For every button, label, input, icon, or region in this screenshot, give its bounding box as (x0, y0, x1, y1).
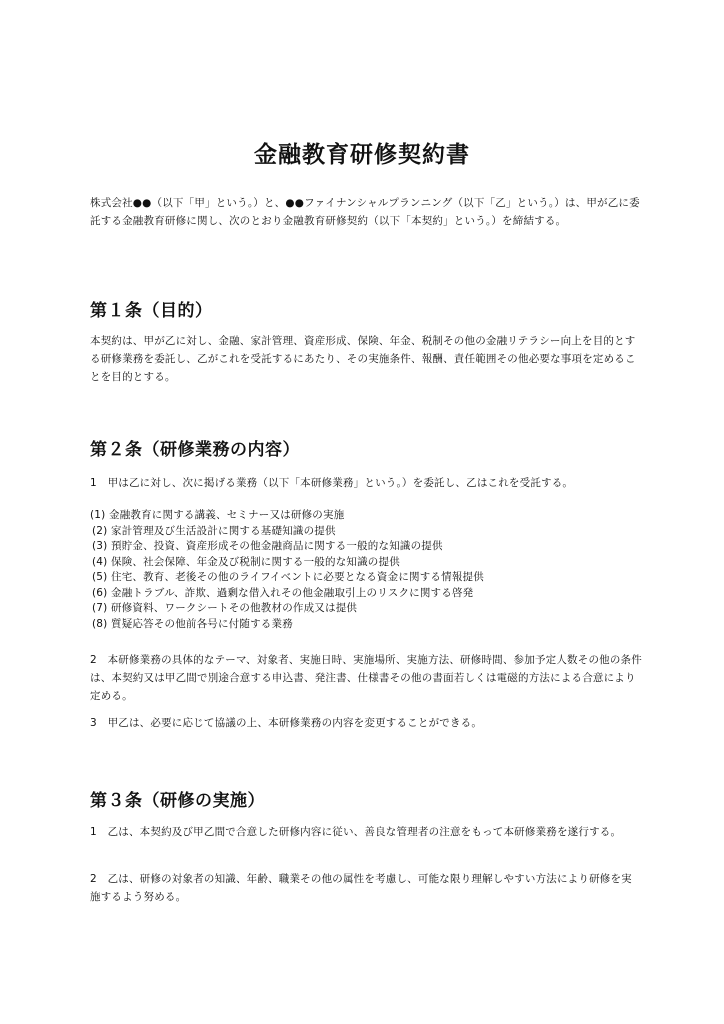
article-2-paragraph-3: 3 甲乙は、必要に応じて協議の上、本研修業務の内容を変更することができる。 (90, 717, 483, 729)
list-item: (8) 質疑応答その他前各号に付随する業務 (92, 617, 293, 630)
list-item: (6) 金融トラブル、詐欺、過剰な借入れその他金融取引上のリスクに関する啓発 (92, 586, 474, 599)
article-2-paragraph-2: 2 本研修業務の具体的なテーマ、対象者、実施日時、実施場所、実施方法、研修時間、参加予定人数その他の条件は、本契約又は甲乙間で別途合意する申込書、発注書、仕様書その他の書面若しくは電磁的方法による合意により定める。 (90, 654, 642, 702)
list-item: (5) 住宅、教育、老後その他のライフイベントに必要となる資金に関する情報提供 (92, 571, 484, 583)
list-item: (1) 金融教育に関する講義、セミナー又は研修の実施 (90, 509, 345, 521)
preamble-paragraph: 株式会社●●（以下「甲」という。）と、●●ファイナンシャルプランニング（以下「乙」という。）は、甲が乙に委託する金融教育研修に関し、次のとおり金融教育研修契約（以下「本契約」という。）を締結する。 (90, 197, 640, 227)
list-item: (2) 家計管理及び生活設計に関する基礎知識の提供 (92, 524, 336, 537)
article-2-item-list (90, 508, 650, 632)
list-item: (7) 研修資料、ワークシートその他教材の作成又は提供 (92, 602, 358, 614)
list-item: (4) 保険、社会保障、年金及び税制に関する一般的な知識の提供 (92, 555, 400, 568)
article-3-paragraph-1: 1 乙は、本契約及び甲乙間で合意した研修内容に従い、善良な管理者の注意をもって本研修業務を遂行する。 (90, 826, 622, 838)
list-item: (3) 預貯金、投資、資産形成その他金融商品に関する一般的な知識の提供 (92, 540, 443, 552)
article-1-paragraph: 本契約は、甲が乙に対し、金融、家計管理、資産形成、保険、年金、税制その他の金融リテラシー向上を目的とする研修業務を委託し、乙がこれを受託するにあたり、その実施条件、報酬、責任範囲その他必要な事項を定めることを目的とする。 (90, 335, 636, 383)
document-title: 金融教育研修契約書 (254, 142, 470, 169)
article-2-heading: 第２条（研修業務の内容） (90, 440, 300, 460)
article-1-heading: 第１条（目的） (90, 301, 213, 321)
article-3-paragraph-2: 2 乙は、研修の対象者の知識、年齢、職業その他の属性を考慮し、可能な限り理解しやすい方法により研修を実施するよう努める。 (90, 873, 632, 903)
article-2-paragraph-1: 1 甲は乙に対し、次に掲げる業務（以下「本研修業務」という。）を委託し、乙はこれを受託する。 (90, 477, 574, 489)
article-3-heading: 第３条（研修の実施） (90, 791, 265, 811)
